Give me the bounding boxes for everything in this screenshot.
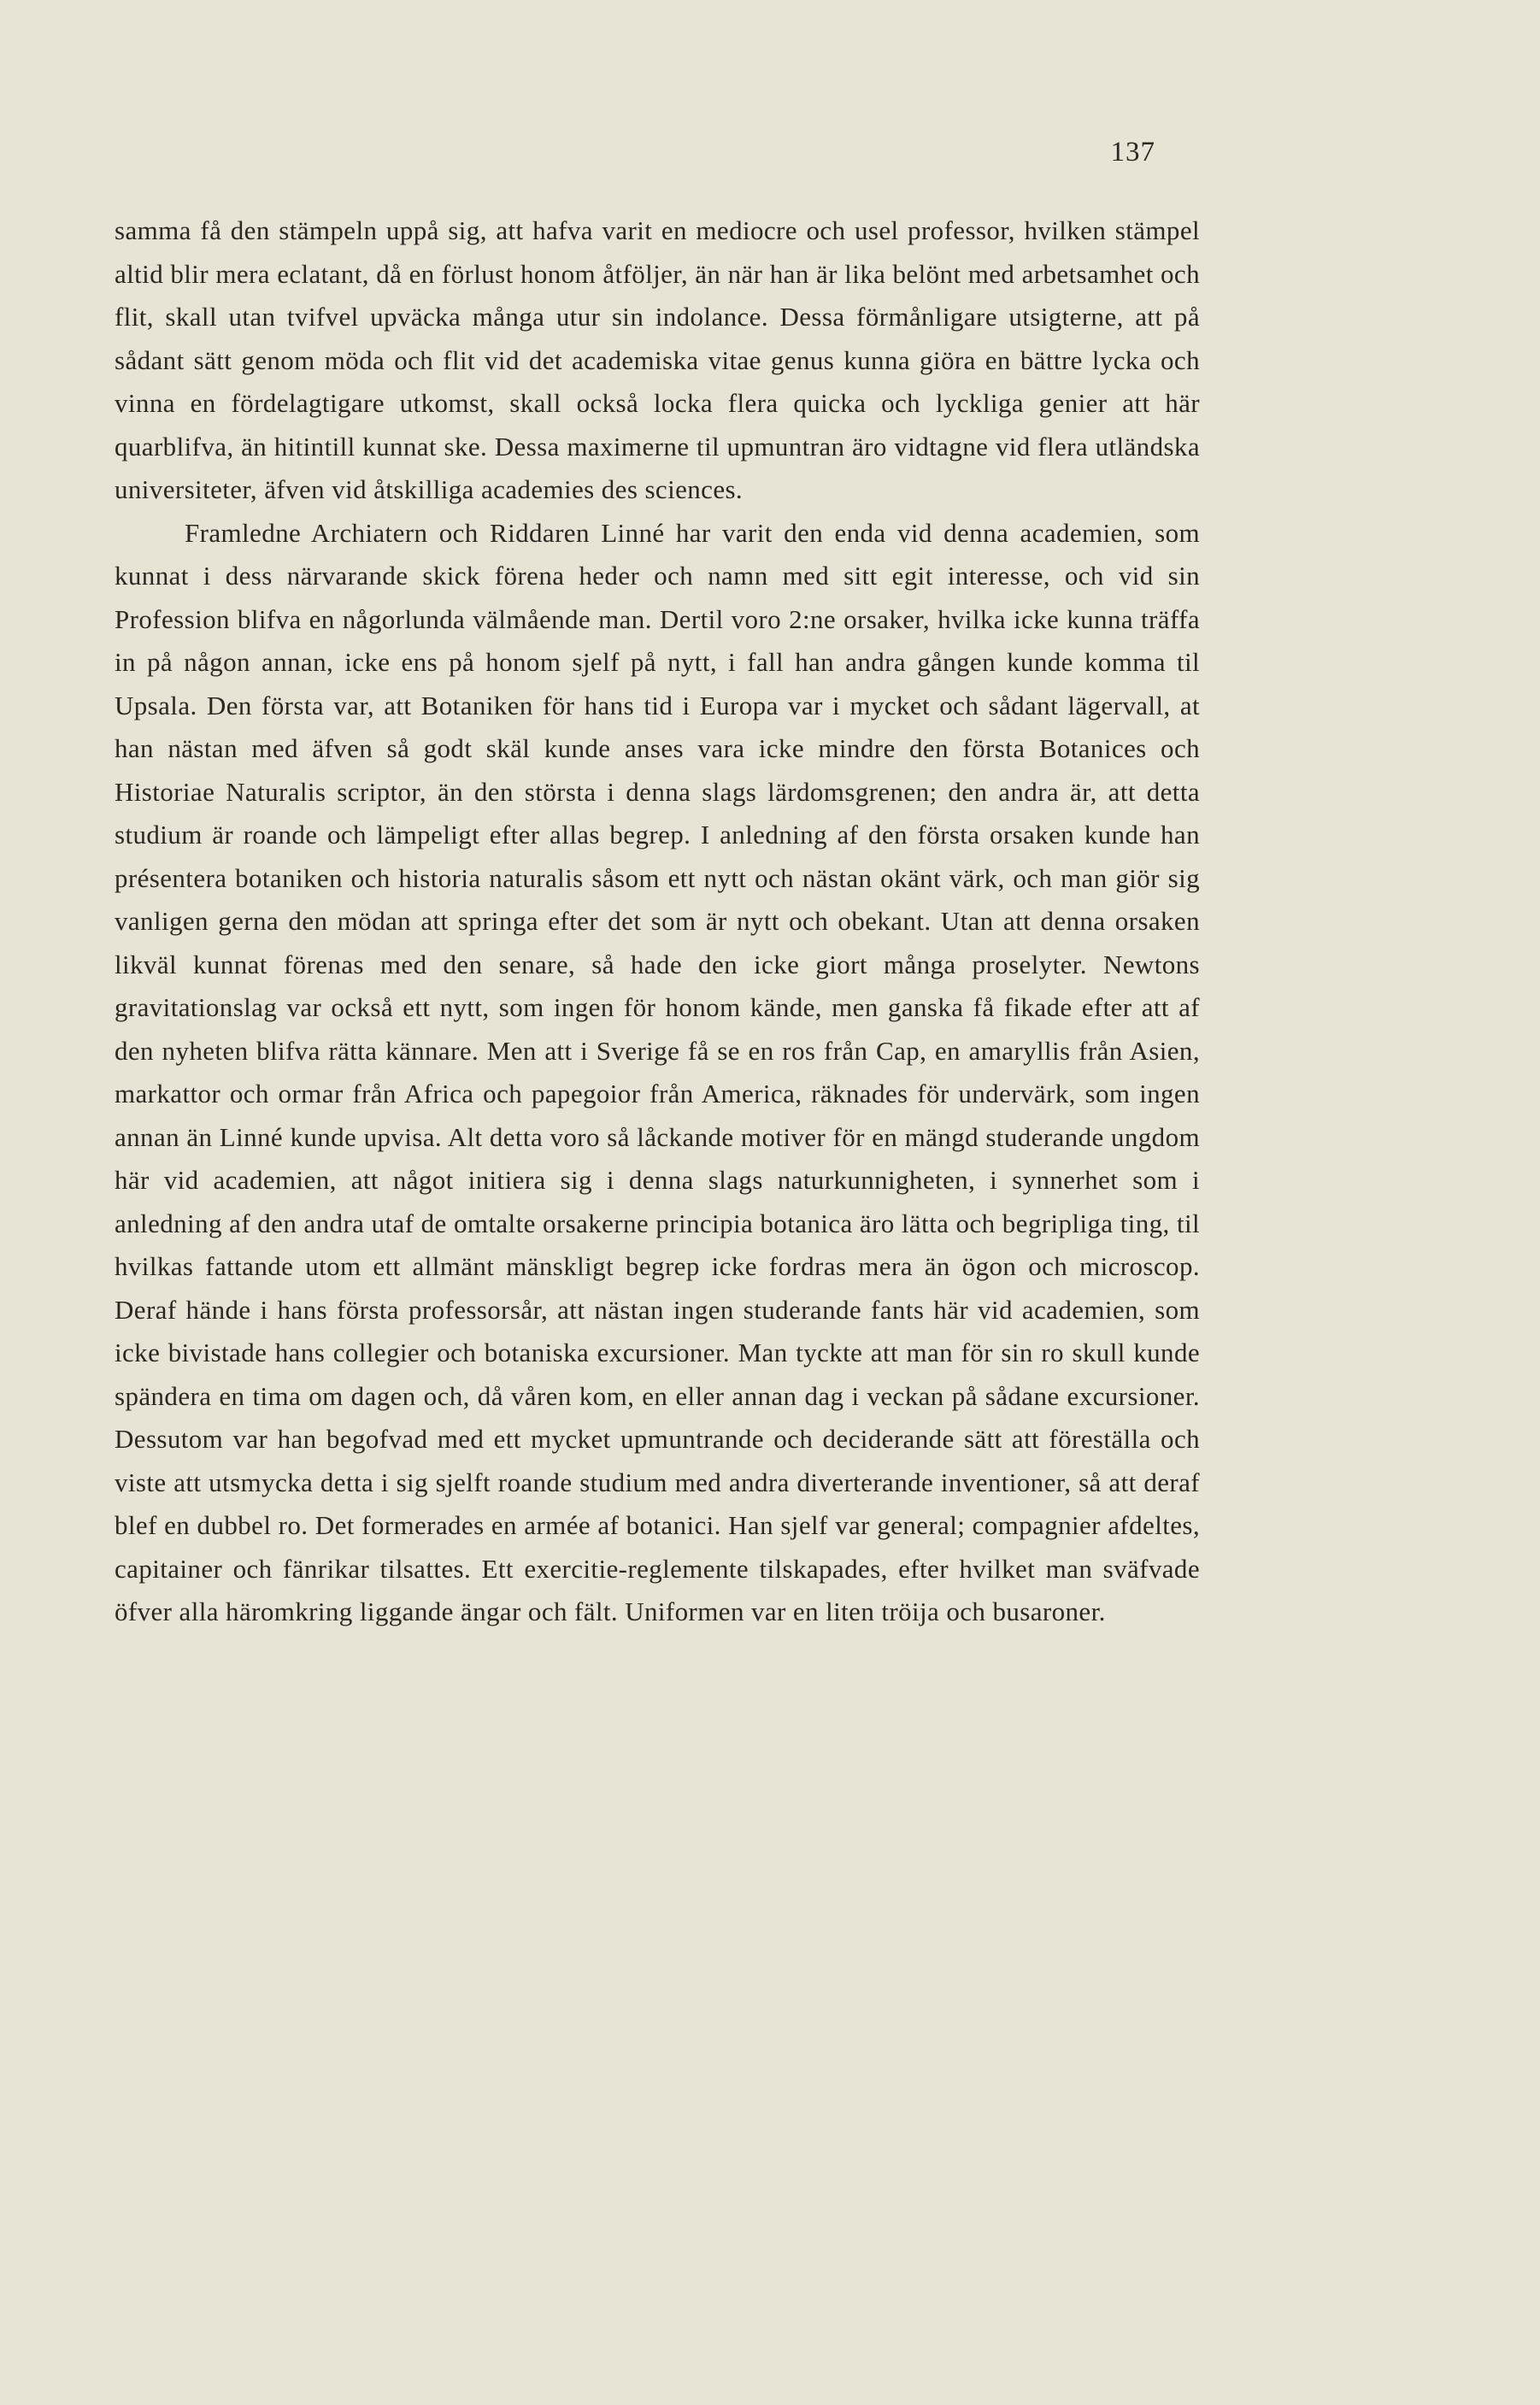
page-number: 137 bbox=[1110, 137, 1155, 168]
body-text bbox=[115, 209, 1200, 1634]
paragraph: Framledne Archiatern och Riddaren Linné har varit den enda vid denna academien, som kunnat i dess närvarande skick förena heder och namn med sitt egit interesse, och vid sin Profession blifva en någorlunda välmående man. Dertil voro 2:ne orsaker, hvilka icke kunna träffa in på någon annan, icke ens på honom sjelf på nytt, i fall han andra gången kunde komma til Upsala. Den första var, att Botaniken för hans tid i Europa var i mycket och sådant lägervall, at han nästan med äfven så godt skäl kunde anses vara icke mindre den första Botanices och Historiae Naturalis scriptor, än den största i denna slags lärdomsgrenen; den andra är, att detta studium är roande och lämpeligt efter allas begrep. I anledning af den första orsaken kunde han présentera botaniken och historia naturalis såsom ett nytt och nästan okänt värk, och man giör sig vanligen gerna den mödan att springa efter det som är nytt och obekant. Utan att denna orsaken likväl kunnat förenas med den senare, så hade den icke giort många proselyter. Newtons gravitationslag var också ett nytt, som ingen för honom kände, men ganska få fikade efter att af den nyheten blifva rätta kännare. Men att i Sverige få se en ros från Cap, en amaryllis från Asien, markattor och ormar från Africa och papegoior från America, räknades för undervärk, som ingen annan än Linné kunde upvisa. Alt detta voro så låckande motiver för en mängd studerande ungdom här vid academien, att något initiera sig i denna slags naturkunnigheten, i synnerhet som i anledning af den andra utaf de omtalte orsakerne principia botanica äro lätta och begripliga ting, til hvilkas fattande utom ett allmänt mänskligt begrep icke fordras mera än ögon och microscop. Deraf hände i hans första professorsår, att nästan ingen studerande fants här vid academien, som icke bivistade hans collegier och botaniska excursioner. Man tyckte att man för sin ro skull kunde spändera en tima om dagen och, då våren kom, en eller annan dag i veckan på sådane excursioner. Dessutom var han begofvad med ett mycket upmuntrande och deciderande sätt att föreställa och viste att utsmycka detta i sig sjelft roande studium med andra diverterande inventioner, så att deraf blef en dubbel ro. Det formerades en armée af botanici. Han sjelf var general; compagnier afdeltes, capitainer och fänrikar tilsattes. Ett exercitie-reglemente tilskapades, efter hvilket man sväfvade öfver alla häromkring liggande ängar och fält. Uniformen var en liten tröija och busaroner. bbox=[115, 517, 1200, 1626]
paragraph: samma få den stämpeln uppå sig, att hafva varit en mediocre och usel professor, hvilken stämpel altid blir mera eclatant, då en förlust honom åtföljer, än när han är lika belönt med arbetsamhet och flit, skall utan tvifvel upväcka många utur sin indolance. Dessa förmånligare utsigterne, att på sådant sätt genom möda och flit vid det academiska vitae genus kunna giöra en bättre lycka och vinna en fördelagtigare utkomst, skall också locka flera quicka och lyckliga genier att här quarblifva, än hitintill kunnat ske. Dessa maximerne til upmuntran äro vidtagne vid flera utländska universiteter, äfven vid åtskilliga academies des sciences. bbox=[115, 215, 1200, 504]
